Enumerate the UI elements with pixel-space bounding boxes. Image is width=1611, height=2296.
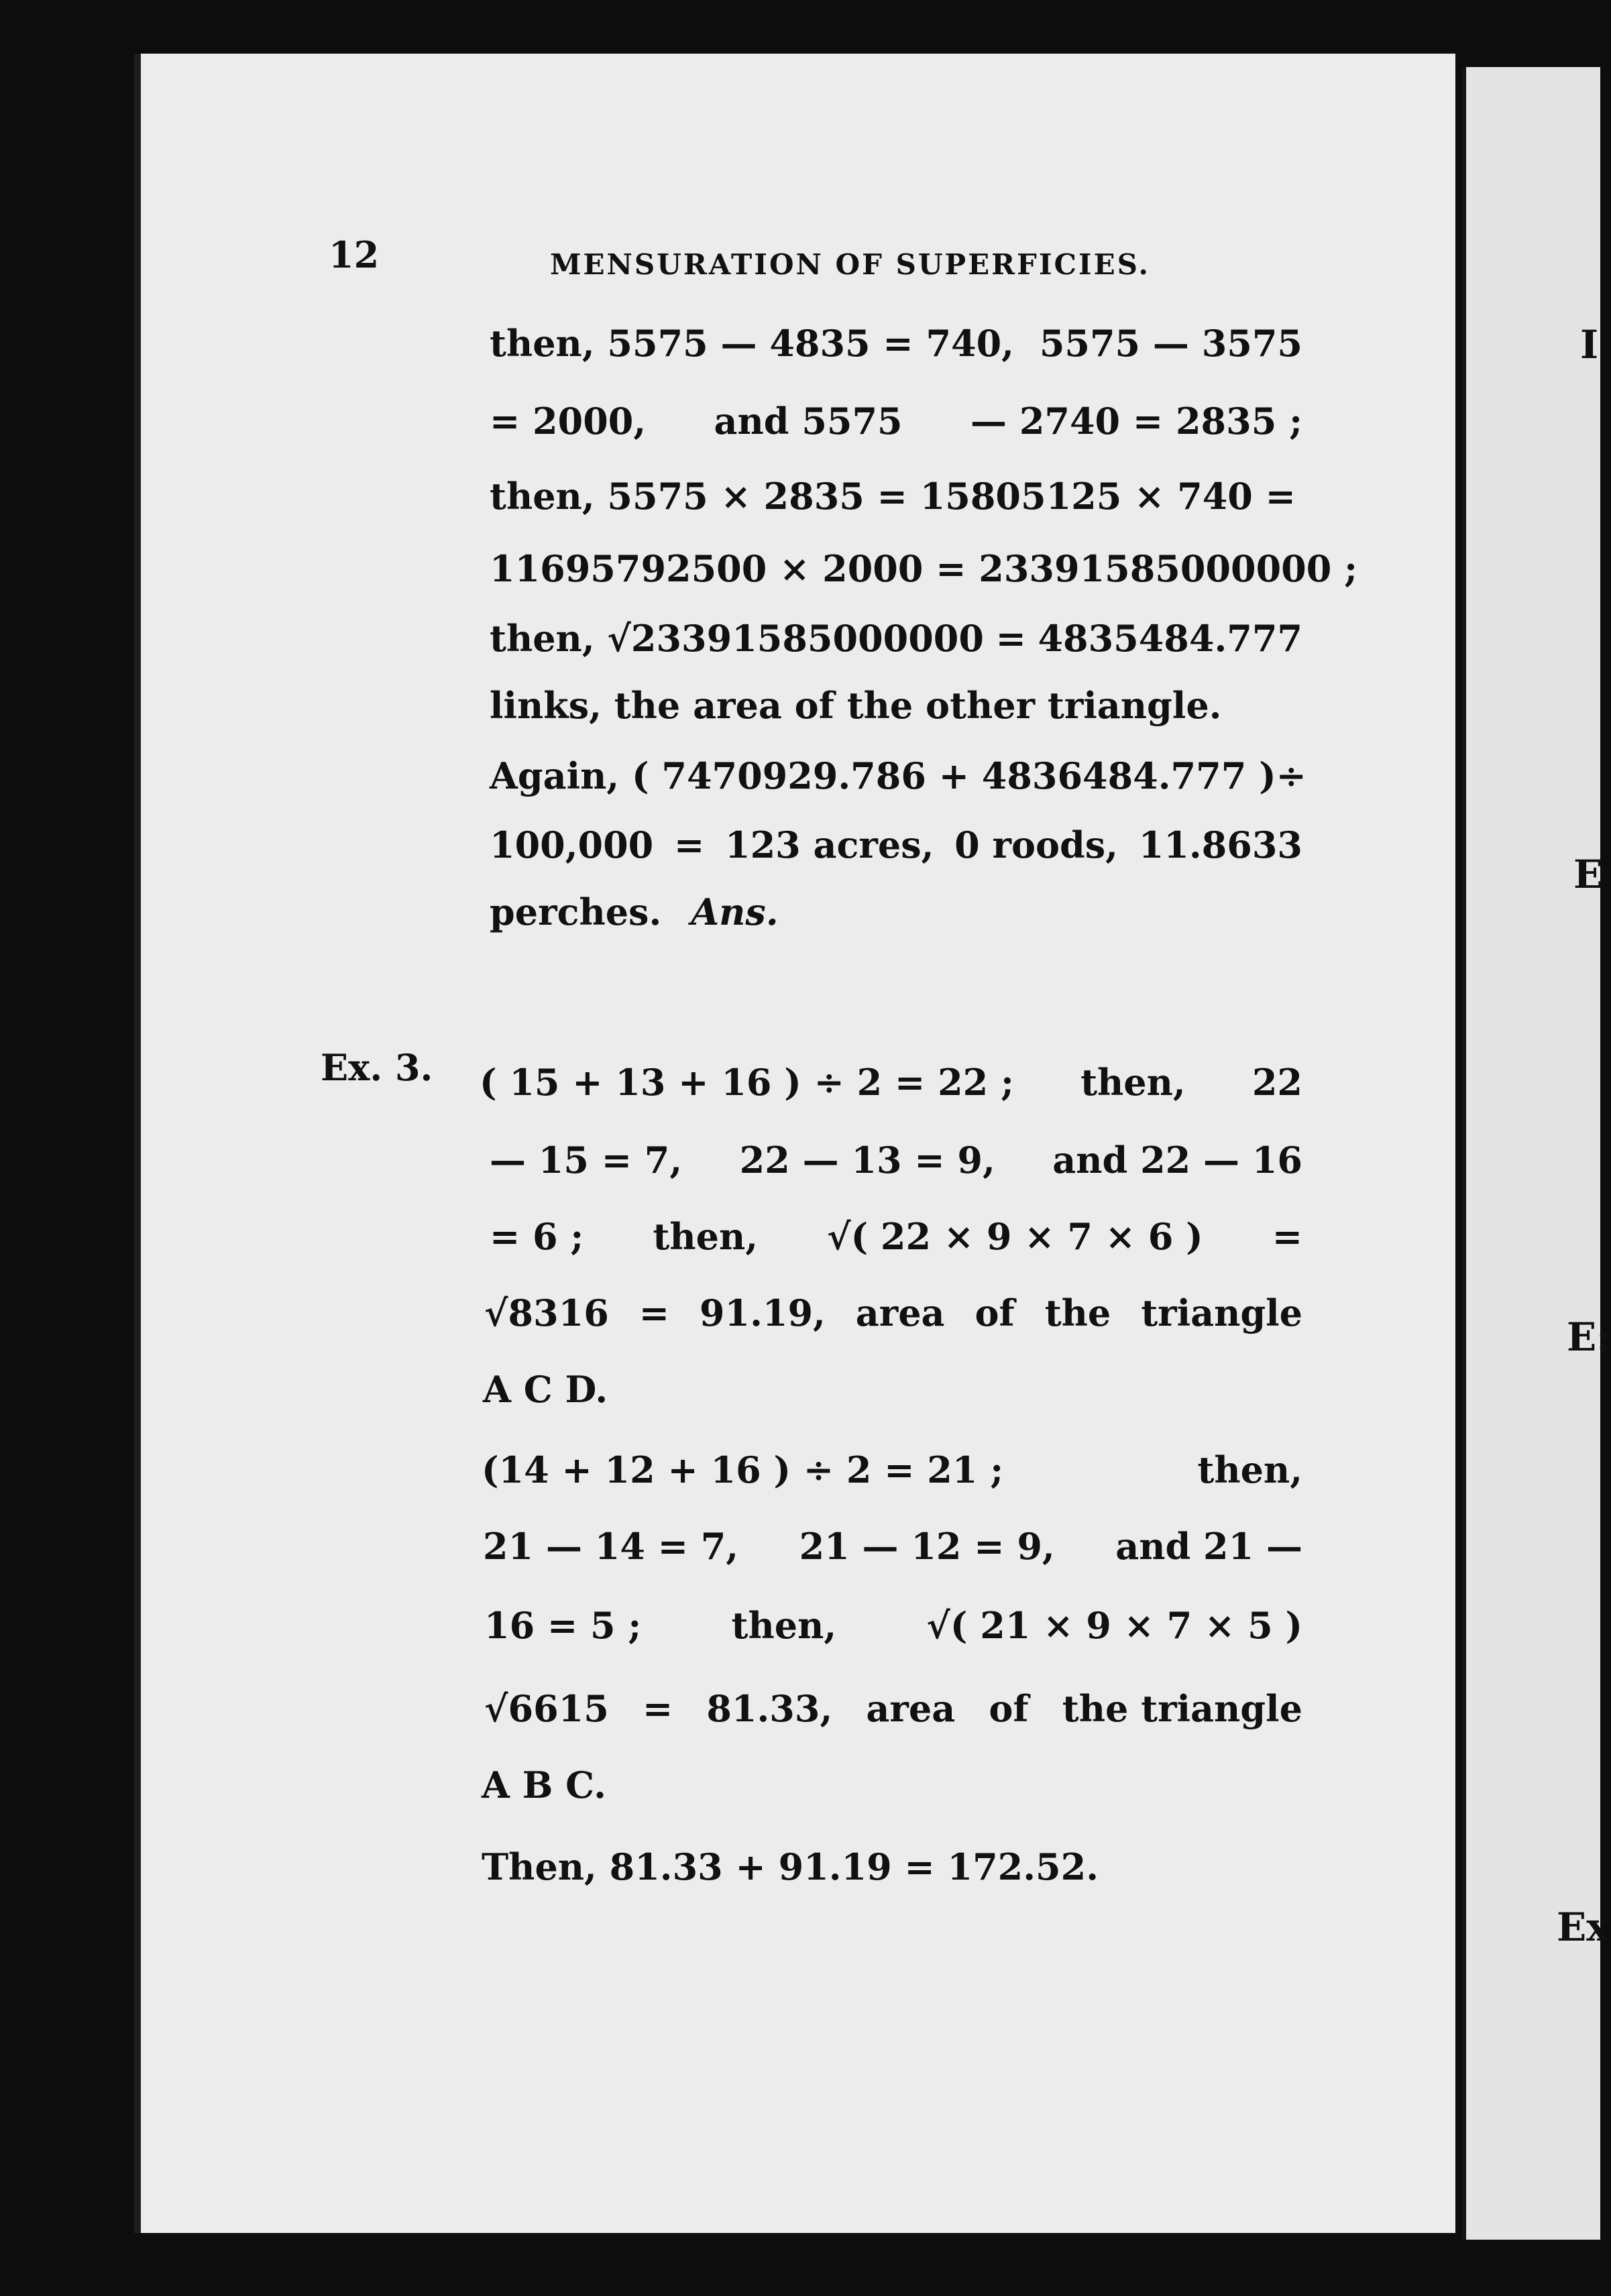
text-segment: = 6 ; (490, 1215, 584, 1258)
text-line (490, 400, 1302, 443)
text-segment: then, (1197, 1448, 1302, 1491)
text-line (483, 1368, 1296, 1411)
text-segment: √6615 (484, 1687, 609, 1730)
text-line (490, 823, 1302, 866)
text-segment: 21 — 12 = 9, (799, 1525, 1055, 1568)
text-segment: and 22 — 16 (1052, 1139, 1302, 1182)
text-line (490, 754, 1307, 797)
text-segment: 22 — 13 = 9, (739, 1139, 995, 1182)
text-segment: √8316 (484, 1292, 609, 1334)
text-segment: the (1044, 1292, 1111, 1334)
text-segment: of (975, 1292, 1015, 1334)
adjacent-page-fragment: Ex (1557, 1904, 1610, 1950)
text-line (490, 475, 1302, 518)
text-line (483, 1525, 1302, 1568)
text-line (484, 1604, 1302, 1647)
text-segment: Then, 81.33 + 91.19 = 172.52. (482, 1845, 1099, 1888)
text-segment: 22 (1252, 1061, 1302, 1104)
text-segment: A B C. (482, 1764, 606, 1806)
text-segment: triangle (1141, 1292, 1302, 1334)
text-segment: 21 — 14 = 7, (483, 1525, 739, 1568)
text-segment: ÷ (1276, 754, 1307, 797)
text-line (490, 547, 1358, 590)
text-line (490, 617, 1302, 660)
text-segment: = (1272, 1215, 1302, 1258)
adjacent-page-fragment: E: (1567, 1314, 1611, 1360)
text-segment: 11695792500 × 2000 = 23391585000000 ; (490, 547, 1358, 590)
text-segment: = (995, 617, 1026, 660)
text-segment: 11.8633 (1138, 823, 1302, 866)
adjacent-page-fragment: I (1580, 322, 1599, 367)
text-segment: = 2000, (490, 400, 647, 443)
page-header (329, 228, 1388, 282)
text-segment: perches. (490, 891, 662, 933)
text-segment: and 5575 (714, 400, 903, 443)
text-segment: then, (653, 1215, 759, 1258)
text-segment: — 2740 = 2835 ; (970, 400, 1302, 443)
text-line (490, 1215, 1302, 1258)
text-line (490, 891, 1302, 933)
text-segment: then, 5575 × 2835 = 15805125 × 740 = (490, 475, 1296, 518)
text-segment: (14 + 12 + 16 ) ÷ 2 = 21 ; (482, 1448, 1004, 1491)
text-segment: 0 roods, (954, 823, 1118, 866)
text-segment: 91.19, (699, 1292, 826, 1334)
adjacent-page (1462, 67, 1611, 2240)
text-segment: = (638, 1292, 669, 1334)
text-line (482, 1448, 1302, 1491)
text-segment: then, (731, 1604, 837, 1647)
text-segment: then, √23391585000000 (490, 617, 984, 660)
text-segment: links, the area of the other triangle. (490, 684, 1222, 727)
text-line (484, 1292, 1302, 1334)
text-segment: 4835484.777 (1038, 617, 1302, 660)
text-segment: ( 15 + 13 + 16 ) ÷ 2 = 22 ; (480, 1061, 1014, 1104)
text-segment: — 15 = 7, (490, 1139, 683, 1182)
text-line (484, 1687, 1302, 1730)
text-segment: A C D. (483, 1368, 608, 1411)
text-segment: 5575 — 3575 (1039, 322, 1302, 365)
example-label: Ex. 3. (321, 1046, 433, 1089)
running-head: MENSURATION OF SUPERFICIES. (550, 248, 1151, 281)
text-line (490, 684, 1302, 727)
text-segment: √( 22 × 9 × 7 × 6 ) (827, 1215, 1203, 1258)
text-segment: area (855, 1292, 945, 1334)
text-segment: and 21 — (1115, 1525, 1302, 1568)
answer-marker: Ans. (691, 891, 779, 933)
text-segment: then, (1080, 1061, 1186, 1104)
text-segment: Again, ( 7470929.786 + 4836484.777 ) (490, 754, 1276, 797)
text-segment: then, 5575 — 4835 = 740, (490, 322, 1014, 365)
text-line (482, 1845, 1294, 1888)
adjacent-page-fragment: E (1573, 852, 1604, 897)
text-segment: 100,000 (490, 823, 654, 866)
text-line (490, 322, 1302, 365)
text-segment: = (674, 823, 705, 866)
page-number: 12 (329, 233, 380, 276)
text-segment: 123 acres, (725, 823, 934, 866)
text-segment: of (989, 1687, 1029, 1730)
text-segment: = (642, 1687, 673, 1730)
text-segment: 81.33, (706, 1687, 833, 1730)
text-segment: the triangle (1062, 1687, 1302, 1730)
text-segment: 16 = 5 ; (484, 1604, 642, 1647)
text-line (480, 1061, 1302, 1104)
text-segment: √( 21 × 9 × 7 × 5 ) (926, 1604, 1302, 1647)
text-line (482, 1764, 1294, 1806)
text-segment: area (866, 1687, 956, 1730)
text-line (490, 1139, 1302, 1182)
